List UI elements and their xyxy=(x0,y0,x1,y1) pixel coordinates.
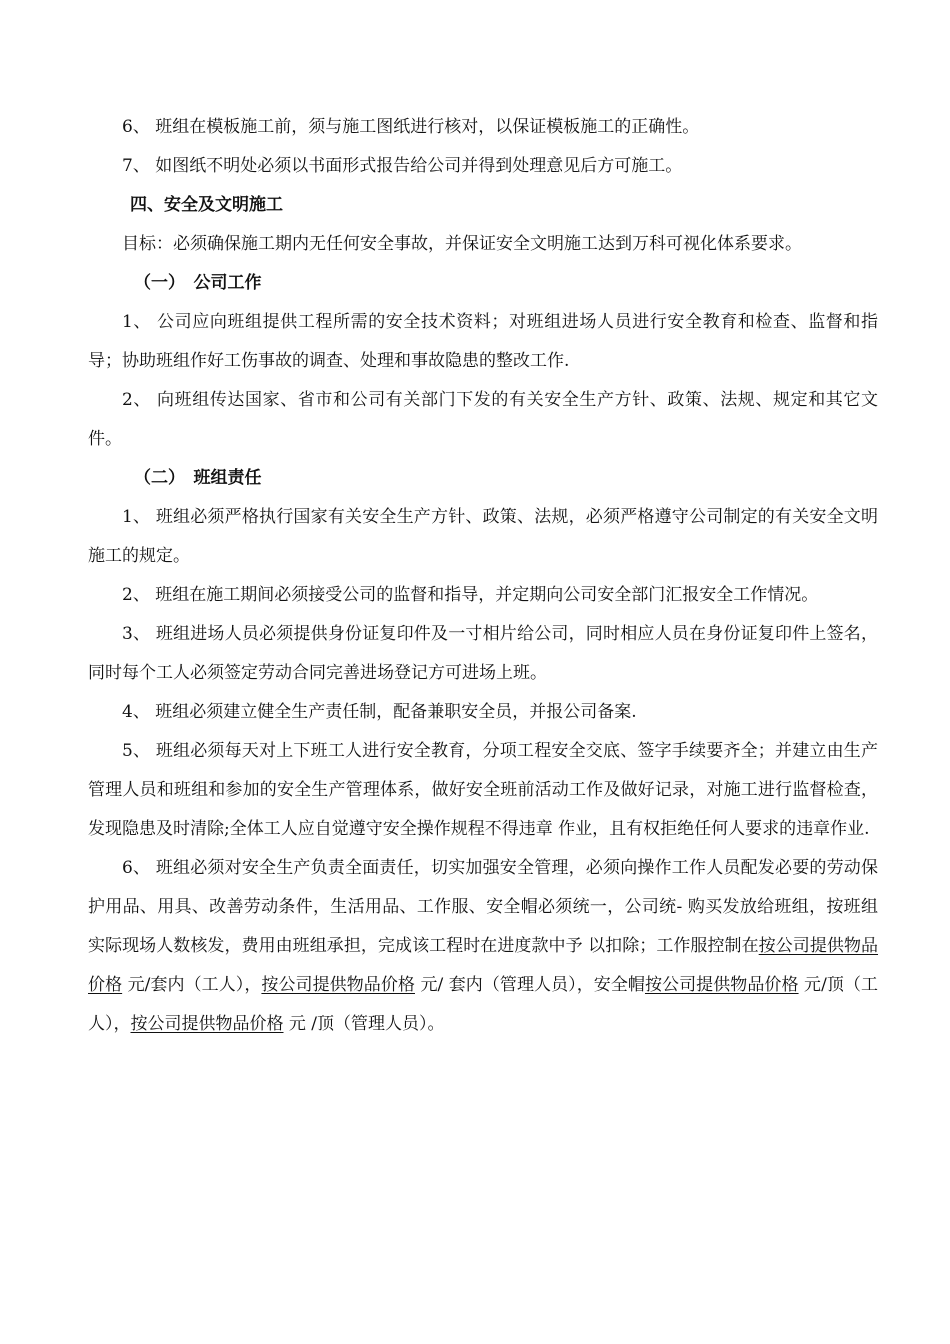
team-item-6-text-b: 元/套内（工人）， xyxy=(122,975,262,995)
price-blank-helmet-manager: 按公司提供物品价格 xyxy=(130,1014,284,1034)
team-item-2: 2、 班组在施工期间必须接受公司的监督和指导，并定期向公司安全部门汇报安全工作情况。 xyxy=(122,585,819,605)
item-7-unclear-drawings: 7、 如图纸不明处必须以书面形式报告给公司并得到处理意见后方可施工。 xyxy=(122,156,683,176)
team-item-6-text-d: 元/顶（工人）， xyxy=(88,975,879,1034)
team-item-4: 4、 班组必须建立健全生产责任制，配备兼职安全员，并报公司备案. xyxy=(122,702,637,722)
document-page xyxy=(88,108,878,1044)
team-item-6 xyxy=(88,849,878,1044)
price-blank-helmet-worker: 按公司提供物品价格 xyxy=(644,975,799,995)
safety-goal: 目标：必须确保施工期内无任何安全事故，并保证安全文明施工达到万科可视化体系要求。 xyxy=(122,234,802,254)
company-item-2: 2、 向班组传达国家、省市和公司有关部门下发的有关安全生产方针、政策、法规、规定和其它文件。 xyxy=(88,390,878,449)
team-item-6-text-e: 元 /顶（管理人员）。 xyxy=(283,1014,445,1034)
price-blank-uniform-manager: 按公司提供物品价格 xyxy=(261,975,415,995)
subheading-company-work: （一） 公司工作 xyxy=(134,273,262,293)
team-item-6-text-c: 元/ 套内（管理人员），安全帽 xyxy=(414,975,645,995)
team-item-5: 5、 班组必须每天对上下班工人进行安全教育，分项工程安全交底、签字手续要齐全；并建立由生产管理人员和班组和参加的安全生产管理体系，做好安全班前活动工作及做好记录，对施工进行监督检查，发现隐患及时清除;全体工人应自觉遵守安全操作规程不得违章 作业，且有权拒绝任何人要求的违章作业. xyxy=(88,741,878,839)
team-item-6-text-a: 6、 班组必须对安全生产负责全面责任，切实加强安全管理，必须向操作工作人员配发必要的劳动保护用品、用具、改善劳动条件，生活用品、工作服、安全帽必须统一，公司统- 购买发放给班组，按班组实际现场人数核发，费用由班组承担，完成该工程时在进度款中予 以扣除；工作服控制在 xyxy=(88,858,878,956)
price-blank-uniform-worker: 按公司提供物品价格 xyxy=(88,936,879,995)
team-item-3: 3、 班组进场人员必须提供身份证复印件及一寸相片给公司，同时相应人员在身份证复印件上签名，同时每个工人必须签定劳动合同完善进场登记方可进场上班。 xyxy=(88,624,878,683)
section-heading-safety: 四、安全及文明施工 xyxy=(130,195,283,215)
item-6-template-check: 6、 班组在模板施工前，须与施工图纸进行核对，以保证模板施工的正确性。 xyxy=(122,117,700,137)
subheading-team-responsibility: （二） 班组责任 xyxy=(134,468,262,488)
company-item-1: 1、 公司应向班组提供工程所需的安全技术资料；对班组进场人员进行安全教育和检查、监督和指导；协助班组作好工伤事故的调查、处理和事故隐患的整改工作. xyxy=(88,312,878,371)
team-item-1: 1、 班组必须严格执行国家有关安全生产方针、政策、法规，必须严格遵守公司制定的有关安全文明施工的规定。 xyxy=(88,507,878,566)
